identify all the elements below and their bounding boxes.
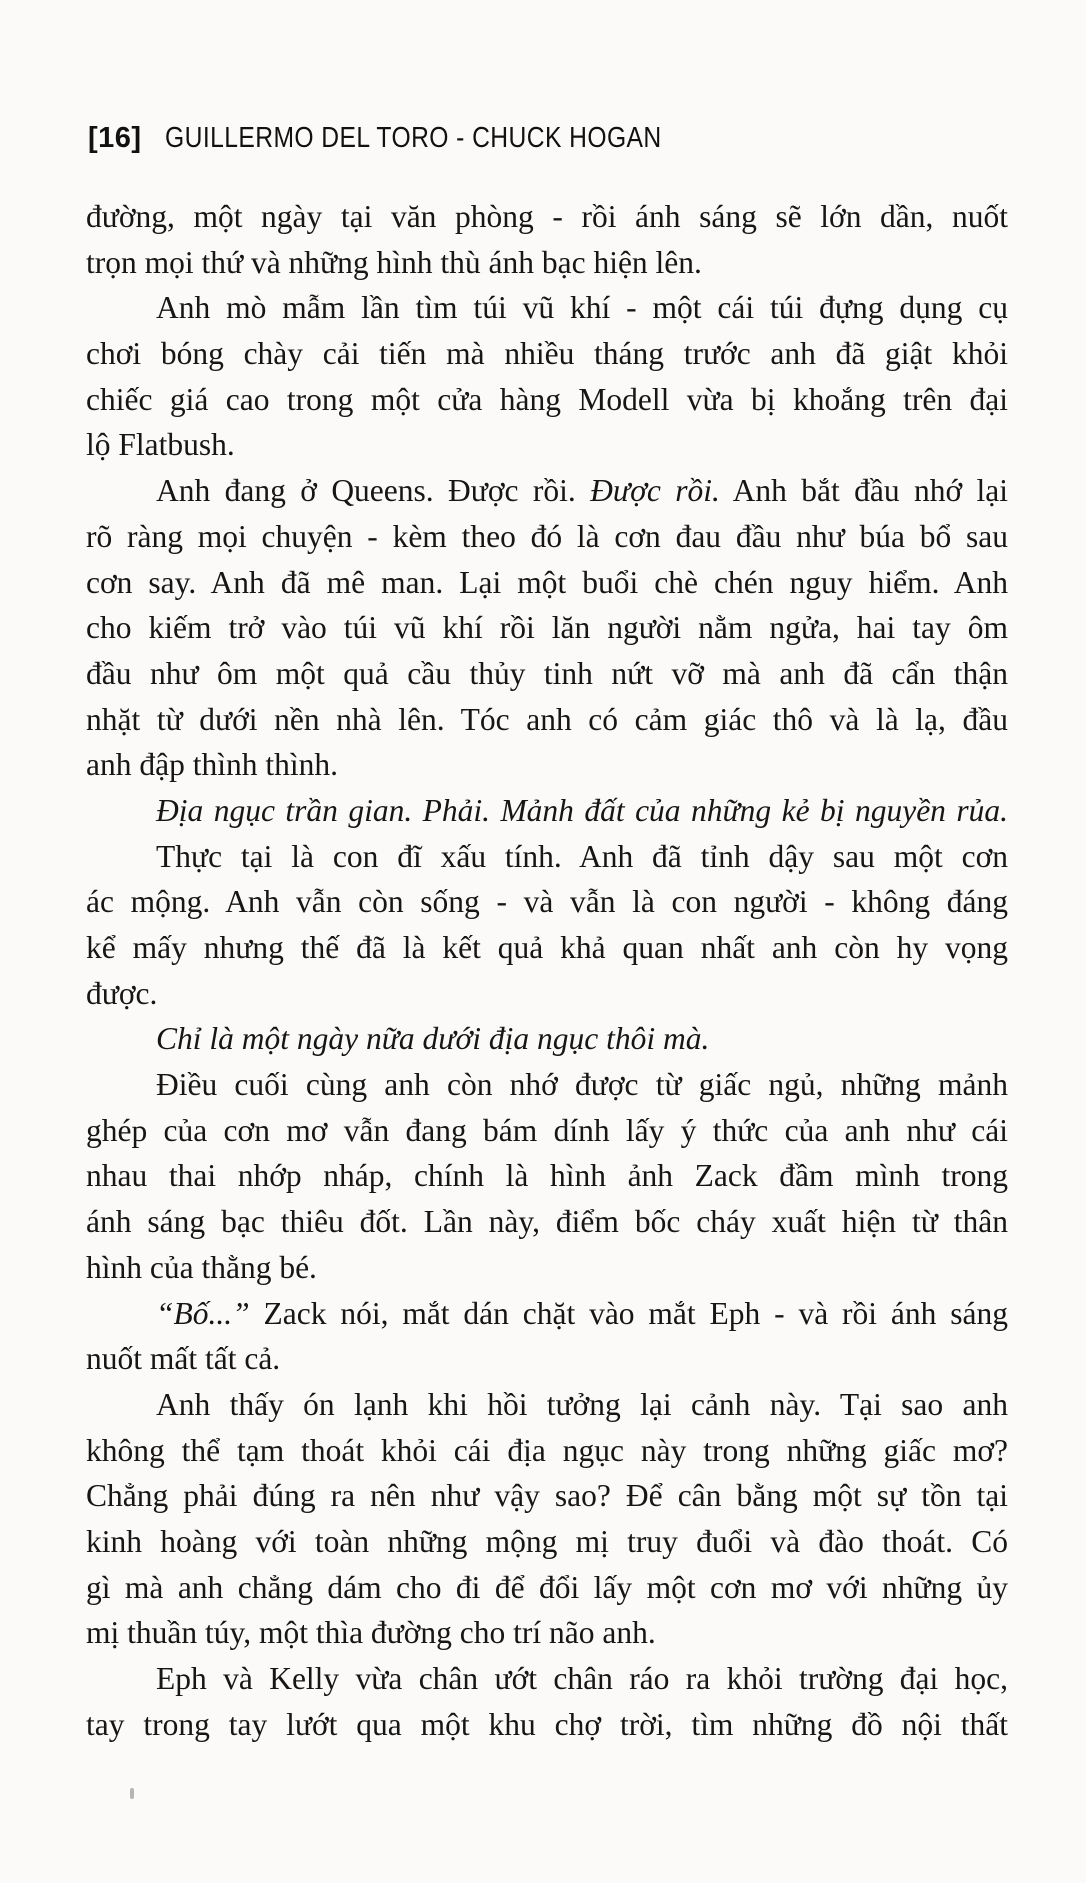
text-segment: chiếc giá cao trong một cửa hàng Modell vừa bị khoắng trên đại [86,381,1008,417]
text-segment: Eph và Kelly vừa chân ướt chân ráo ra khỏi trường đại học, [156,1661,1008,1696]
text-segment: tay trong tay lướt qua một khu chợ trời, tìm những đồ nội thất [86,1706,1008,1742]
text-line [86,514,1008,560]
text-line [86,377,1008,423]
text-line [86,1565,1008,1611]
text-segment: Thực tại là con đĩ xấu tính. Anh đã tỉnh dậy sau một cơn [156,838,1008,874]
text-line [86,1291,1008,1337]
text-segment: nhau thai nhớp nháp, chính là hình ảnh Zack đầm mình trong [86,1158,1008,1194]
text-segment: rõ ràng mọi chuyện - kèm theo đó là cơn đau đầu như búa bổ sau [86,518,1008,554]
text-line [86,1656,1008,1702]
text-segment: Anh bắt đầu nhớ lại [719,473,1008,509]
text-segment: cơn say. Anh đã mê man. Lại một buổi chè chén nguy hiểm. Anh [86,564,1008,600]
text-segment: ánh sáng bạc thiêu đốt. Lần này, điểm bốc cháy xuất hiện từ thân [86,1204,1008,1240]
text-line [86,925,1008,971]
text-segment: đầu như ôm một quả cầu thủy tinh nứt vỡ mà anh đã cẩn thận [86,655,1008,691]
text-line [86,1610,1008,1656]
text-segment: đường, một ngày tại văn phòng - rồi ánh sáng sẽ lớn dần, nuốt [86,199,1008,234]
text-segment: nhặt từ dưới nền nhà lên. Tóc anh có cảm giác thô và là lạ, đầu [86,701,1008,737]
text-line [86,194,1008,240]
scan-speck [130,1788,134,1799]
text-segment: chơi bóng chày cải tiến mà nhiều tháng trước anh đã giật khỏi [86,336,1008,372]
text-segment: hình của thằng bé. [86,1249,317,1285]
text-line [86,697,1008,743]
text-line [86,788,1008,834]
italic-text-segment: “Bố...” [156,1295,250,1331]
text-segment: Chẳng phải đúng ra nên như vậy sao? Để cân bằng một sự tồn tại [86,1478,1008,1514]
text-segment: kinh hoàng với toàn những mộng mị truy đuổi và đào thoát. Có [86,1523,1008,1559]
text-segment: mị thuần túy, một thìa đường cho trí não anh. [86,1615,656,1651]
running-head-authors: GUILLERMO DEL TORO - CHUCK HOGAN [164,122,662,154]
text-segment: Điều cuối cùng anh còn nhớ được từ giấc ngủ, những mảnh [156,1067,1008,1103]
text-line [86,971,1008,1017]
text-line [86,1153,1008,1199]
text-line [86,605,1008,651]
text-line [86,742,1008,788]
text-line [86,651,1008,697]
text-line [86,1336,1008,1382]
text-line [86,1473,1008,1519]
text-segment: anh đập thình thình. [86,747,338,783]
text-segment: Anh thấy ón lạnh khi hồi tưởng lại cảnh này. Tại sao anh [156,1386,1008,1422]
text-line [86,1382,1008,1428]
text-segment: nuốt mất tất cả. [86,1341,281,1377]
text-line [86,1702,1008,1748]
text-line [86,834,1008,880]
text-line [86,1062,1008,1108]
text-line [86,331,1008,377]
text-line [86,1016,1008,1062]
text-segment: được. [86,975,158,1011]
text-segment: trọn mọi thứ và những hình thù ánh bạc hiện lên. [86,244,702,280]
text-segment: gì mà anh chẳng dám cho đi để đổi lấy một cơn mơ với những ủy [86,1569,1008,1605]
body-text [86,194,1008,1747]
text-line [86,285,1008,331]
text-line [86,422,1008,468]
text-line [86,560,1008,606]
italic-text-segment: Được rồi. [590,473,720,509]
text-line [86,879,1008,925]
text-segment: Anh đang ở Queens. Được rồi. [156,473,591,509]
text-segment: Zack nói, mắt dán chặt vào mắt Eph - và rồi ánh sáng [249,1295,1008,1331]
text-line [86,1108,1008,1154]
page-number: [16] [88,122,142,154]
text-segment: Anh mò mẫm lần tìm túi vũ khí - một cái túi đựng dụng cụ [156,290,1008,326]
text-line [86,240,1008,286]
text-line [86,1199,1008,1245]
text-segment: không thể tạm thoát khỏi cái địa ngục này trong những giấc mơ? [86,1432,1008,1468]
text-segment: ghép của cơn mơ vẫn đang bám dính lấy ý thức của anh như cái [86,1112,1008,1148]
text-line [86,1245,1008,1291]
italic-text-segment: Địa ngục trần gian. Phải. Mảnh đất của những kẻ bị nguyền rủa. [156,792,1008,828]
italic-text-segment: Chỉ là một ngày nữa dưới địa ngục thôi mà. [156,1021,710,1057]
text-line [86,1428,1008,1474]
text-segment: lộ Flatbush. [86,427,235,463]
text-segment: ác mộng. Anh vẫn còn sống - và vẫn là con người - không đáng [86,884,1008,920]
text-segment: cho kiếm trở vào túi vũ khí rồi lăn người nằm ngửa, hai tay ôm [86,610,1008,646]
page-header [88,122,749,155]
text-segment: kể mấy nhưng thế đã là kết quả khả quan nhất anh còn hy vọng [86,930,1008,965]
text-line [86,1519,1008,1565]
text-line [86,468,1008,514]
